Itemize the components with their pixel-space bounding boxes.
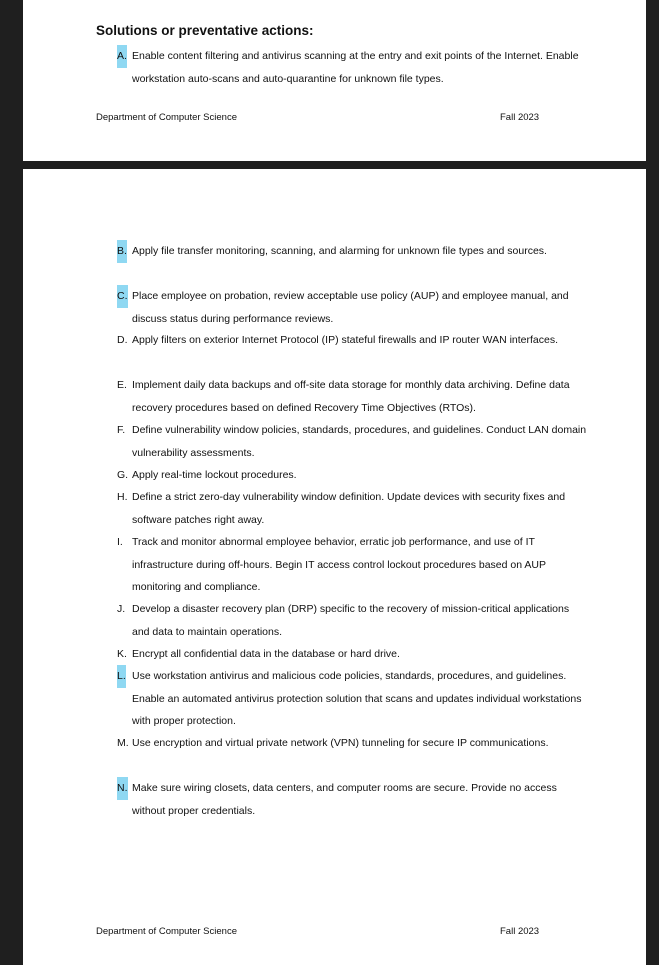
list-marker: A. [117, 45, 127, 68]
list-marker: H. [117, 491, 128, 503]
list-item-f [117, 419, 587, 464]
list-marker: N. [117, 777, 128, 800]
list-marker: F. [117, 424, 126, 436]
list-item-e [117, 374, 587, 419]
list-item-text: Define vulnerability window policies, standards, procedures, and guidelines. Conduct LAN domain vulnerability assessments. [132, 424, 587, 459]
list-item-text: Encrypt all confidential data in the database or hard drive. [132, 648, 400, 660]
footer-department: Department of Computer Science [96, 926, 237, 937]
list-marker: C. [117, 285, 128, 308]
list-marker: E. [117, 379, 127, 391]
list-item-text: Apply file transfer monitoring, scanning, and alarming for unknown file types and sources. [132, 245, 547, 257]
list-item-a [117, 45, 587, 90]
footer-department: Department of Computer Science [96, 112, 237, 123]
list-item-j [117, 598, 587, 643]
list-item-n [117, 777, 587, 822]
list-item-m [117, 732, 587, 755]
list-item-d [117, 329, 587, 352]
list-item-text: Use encryption and virtual private network (VPN) tunneling for secure IP communications. [132, 737, 549, 749]
list-marker: L. [117, 665, 126, 688]
list-item-c [117, 285, 587, 330]
list-item-text: Enable content filtering and antivirus scanning at the entry and exit points of the Internet. Enable workstation auto-scans and auto-quarantine for unknown file types. [132, 50, 579, 85]
list-item-text: Apply real-time lockout procedures. [132, 469, 297, 481]
footer-term: Fall 2023 [500, 112, 540, 123]
list-marker: K. [117, 648, 127, 660]
list-item-text: Define a strict zero-day vulnerability window definition. Update devices with security fixes and software patches right away. [132, 491, 566, 526]
list-item-i [117, 531, 587, 599]
list-marker: G. [117, 469, 129, 481]
list-marker: J. [117, 603, 126, 615]
list-item-text: Develop a disaster recovery plan (DRP) specific to the recovery of mission-critical applications and data to maintain operations. [132, 603, 570, 638]
list-item-g [117, 464, 587, 487]
document-page-2 [23, 169, 646, 965]
list-item-text: Make sure wiring closets, data centers, and computer rooms are secure. Provide no access without proper credentials. [132, 782, 557, 817]
list-item-l [117, 665, 587, 733]
footer-term: Fall 2023 [500, 926, 540, 937]
document-page-1 [23, 0, 646, 161]
list-item-h [117, 486, 587, 531]
list-marker: D. [117, 334, 128, 346]
list-marker: B. [117, 240, 127, 263]
list-item-text: Place employee on probation, review acceptable use policy (AUP) and employee manual, and discuss status during performance reviews. [132, 290, 569, 325]
list-marker: I. [117, 536, 123, 548]
section-heading: Solutions or preventative actions: [96, 23, 314, 38]
list-item-k [117, 643, 587, 666]
list-item-text: Use workstation antivirus and malicious code policies, standards, procedures, and guidelines. Enable an automated antivirus protection solution that scans and updates individual workstations with proper protection. [132, 670, 582, 727]
list-marker: M. [117, 737, 129, 749]
list-item-text: Track and monitor abnormal employee behavior, erratic job performance, and use of IT infrastructure during off-hours. Begin IT access control lockout procedures based on AUP monitoring and compliance. [132, 536, 546, 593]
list-item-text: Apply filters on exterior Internet Protocol (IP) stateful firewalls and IP router WAN interfaces. [132, 334, 559, 346]
list-item-b [117, 240, 587, 263]
list-item-text: Implement daily data backups and off-site data storage for monthly data archiving. Define data recovery procedures based on defined Recovery Time Objectives (RTOs). [132, 379, 570, 414]
